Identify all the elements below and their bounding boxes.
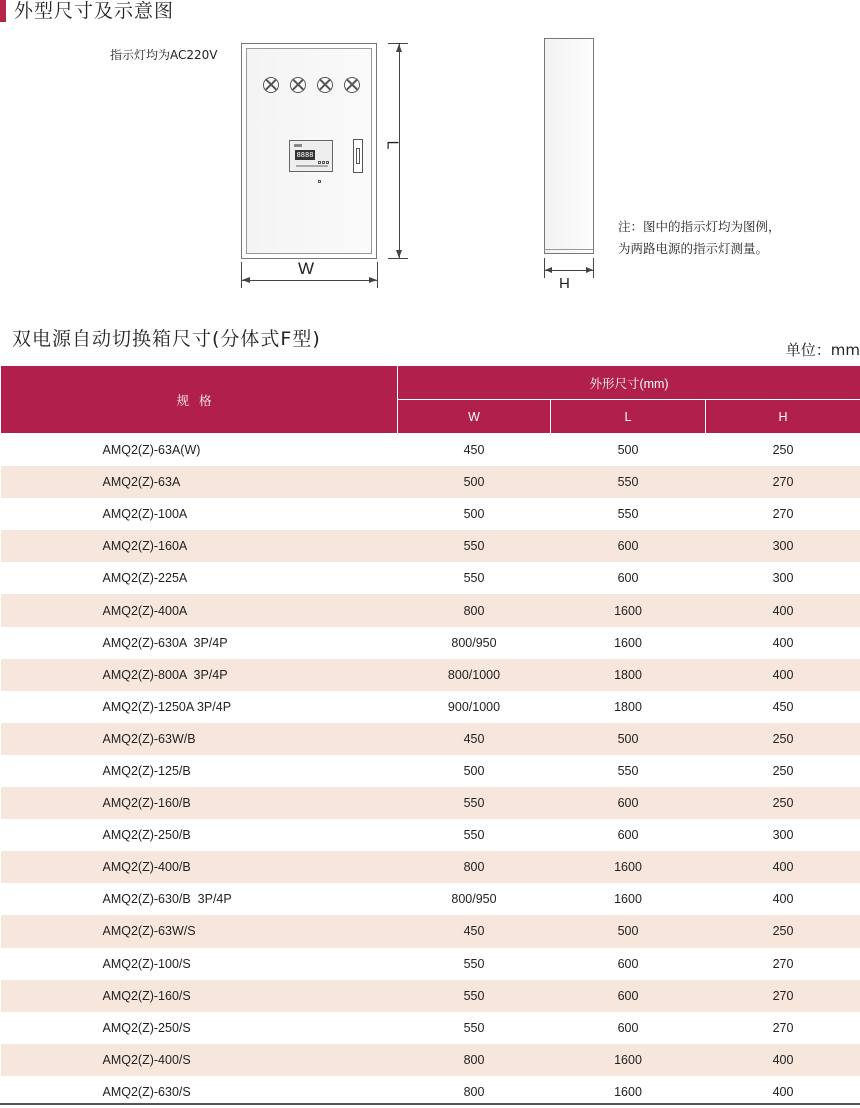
cell-w: 550 — [398, 562, 551, 594]
dimension-tick — [377, 262, 378, 288]
cell-w: 550 — [398, 1012, 551, 1044]
cell-h: 250 — [706, 723, 860, 755]
cell-h: 270 — [706, 498, 860, 530]
diagram-note — [618, 216, 781, 260]
table-row — [1, 1044, 860, 1076]
cell-l: 600 — [551, 948, 706, 980]
cell-h: 450 — [706, 691, 860, 723]
cell-h: 400 — [706, 627, 860, 659]
cell-h: 250 — [706, 434, 860, 467]
header-dimensions: 外形尺寸(mm) — [398, 366, 860, 400]
cell-h: 400 — [706, 851, 860, 883]
cell-w: 800 — [398, 594, 551, 626]
cell-h: 400 — [706, 659, 860, 691]
table-row — [1, 948, 860, 980]
cell-w: 550 — [398, 980, 551, 1012]
note-line-2: 为两路电源的指示灯测量。 — [618, 238, 781, 260]
cell-model: AMQ2(Z)-630/S — [1, 1076, 398, 1108]
cell-model: AMQ2(Z)-63W/B — [1, 723, 398, 755]
table-row — [1, 915, 860, 947]
table-row — [1, 594, 860, 626]
cell-w: 550 — [398, 819, 551, 851]
lamp-note: 指示灯均为AC220V — [110, 46, 218, 63]
table-row — [1, 1012, 860, 1044]
controller-label-strip — [296, 165, 328, 167]
cell-w: 800/1000 — [398, 659, 551, 691]
cell-w: 500 — [398, 755, 551, 787]
cell-model: AMQ2(Z)-160/S — [1, 980, 398, 1012]
cell-l: 1600 — [551, 594, 706, 626]
cell-h: 270 — [706, 948, 860, 980]
cabinet-side-view — [544, 38, 594, 254]
cell-w: 800/950 — [398, 883, 551, 915]
cell-w: 550 — [398, 787, 551, 819]
cell-h: 270 — [706, 980, 860, 1012]
cell-l: 550 — [551, 755, 706, 787]
cell-model: AMQ2(Z)-125/B — [1, 755, 398, 787]
cell-h: 250 — [706, 755, 860, 787]
cell-l: 1800 — [551, 691, 706, 723]
dimension-line-W — [241, 280, 377, 281]
arrow-down-icon — [396, 250, 402, 258]
cell-h: 400 — [706, 594, 860, 626]
cell-l: 600 — [551, 562, 706, 594]
cell-l: 1600 — [551, 1076, 706, 1108]
cell-l: 500 — [551, 723, 706, 755]
arrow-up-icon — [396, 44, 402, 52]
controller-panel — [289, 140, 333, 172]
table-row — [1, 755, 860, 787]
dimension-tick — [388, 258, 408, 259]
cell-h: 270 — [706, 1012, 860, 1044]
cell-h: 400 — [706, 1076, 860, 1108]
cell-model: AMQ2(Z)-100A — [1, 498, 398, 530]
table-row — [1, 883, 860, 915]
door-handle-icon — [353, 139, 363, 173]
cell-model: AMQ2(Z)-630A 3P/4P — [1, 627, 398, 659]
cell-w: 900/1000 — [398, 691, 551, 723]
cell-l: 600 — [551, 530, 706, 562]
cell-w: 450 — [398, 434, 551, 467]
dimension-label-L: L — [382, 141, 400, 150]
header-l: L — [551, 400, 706, 434]
cell-w: 800 — [398, 851, 551, 883]
dimension-tick — [241, 262, 242, 288]
cell-model: AMQ2(Z)-250/S — [1, 1012, 398, 1044]
cell-model: AMQ2(Z)-100/S — [1, 948, 398, 980]
table-row — [1, 466, 860, 498]
cell-l: 1600 — [551, 1044, 706, 1076]
table-bottom-rule — [0, 1103, 860, 1105]
indicator-lamp-icon — [263, 77, 279, 93]
cell-w: 450 — [398, 915, 551, 947]
indicator-lamp-icon — [317, 77, 333, 93]
cell-model: AMQ2(Z)-400A — [1, 594, 398, 626]
cell-model: AMQ2(Z)-225A — [1, 562, 398, 594]
cell-h: 270 — [706, 466, 860, 498]
cell-w: 800 — [398, 1044, 551, 1076]
table-row — [1, 659, 860, 691]
dimension-tick — [593, 258, 594, 278]
section-title-table: 双电源自动切换箱尺寸(分体式F型) — [12, 324, 321, 351]
cell-l: 550 — [551, 498, 706, 530]
arrow-right-icon — [586, 267, 593, 273]
cell-model: AMQ2(Z)-400/S — [1, 1044, 398, 1076]
cell-model: AMQ2(Z)-800A 3P/4P — [1, 659, 398, 691]
indicator-lamp-icon — [344, 77, 360, 93]
header-spec: 规格 — [1, 366, 398, 434]
cell-l: 600 — [551, 1012, 706, 1044]
section-title-dimensions: 外型尺寸及示意图 — [14, 0, 174, 22]
indicator-lamp-icon — [290, 77, 306, 93]
dimension-line-L — [399, 43, 400, 259]
section-accent-bar — [0, 0, 6, 22]
cell-model: AMQ2(Z)-63W/S — [1, 915, 398, 947]
cell-l: 500 — [551, 434, 706, 467]
cell-l: 550 — [551, 466, 706, 498]
table-row — [1, 691, 860, 723]
cell-w: 800/950 — [398, 627, 551, 659]
cell-w: 550 — [398, 948, 551, 980]
cell-h: 250 — [706, 787, 860, 819]
cell-l: 600 — [551, 819, 706, 851]
cell-model: AMQ2(Z)-63A(W) — [1, 434, 398, 467]
cell-model: AMQ2(Z)-63A — [1, 466, 398, 498]
cabinet-front-view — [241, 43, 377, 259]
note-line-1: 注：图中的指示灯均为图例， — [618, 216, 781, 238]
header-w: W — [398, 400, 551, 434]
cell-h: 250 — [706, 915, 860, 947]
dimension-label-W: W — [298, 259, 314, 279]
header-h: H — [706, 400, 860, 434]
cell-l: 1800 — [551, 659, 706, 691]
dimension-label-H: H — [559, 274, 570, 291]
arrow-left-icon — [242, 277, 250, 283]
cell-l: 1600 — [551, 851, 706, 883]
dimensions-table — [0, 365, 860, 1108]
table-row — [1, 723, 860, 755]
cell-h: 400 — [706, 883, 860, 915]
table-row — [1, 562, 860, 594]
cell-w: 450 — [398, 723, 551, 755]
table-row — [1, 434, 860, 467]
cell-l: 600 — [551, 787, 706, 819]
cell-l: 1600 — [551, 883, 706, 915]
cell-w: 550 — [398, 530, 551, 562]
cell-l: 1600 — [551, 627, 706, 659]
unit-label: 单位：mm — [786, 339, 860, 360]
cell-h: 300 — [706, 562, 860, 594]
arrow-left-icon — [545, 267, 552, 273]
cell-w: 500 — [398, 466, 551, 498]
controller-indicator — [294, 144, 302, 147]
cell-model: AMQ2(Z)-250/B — [1, 819, 398, 851]
table-row — [1, 819, 860, 851]
cabinet-side-base — [544, 249, 594, 255]
cell-l: 500 — [551, 915, 706, 947]
cell-model: AMQ2(Z)-1250A 3P/4P — [1, 691, 398, 723]
cell-model: AMQ2(Z)-160/B — [1, 787, 398, 819]
table-row — [1, 498, 860, 530]
controller-display: 8888 — [295, 150, 315, 160]
table-row — [1, 530, 860, 562]
cell-h: 300 — [706, 819, 860, 851]
cell-model: AMQ2(Z)-160A — [1, 530, 398, 562]
cell-w: 500 — [398, 498, 551, 530]
cell-w: 800 — [398, 1076, 551, 1108]
cell-h: 400 — [706, 1044, 860, 1076]
table-row — [1, 980, 860, 1012]
cell-model: AMQ2(Z)-630/B 3P/4P — [1, 883, 398, 915]
cabinet-door — [246, 48, 372, 254]
table-row — [1, 787, 860, 819]
table-row — [1, 627, 860, 659]
controller-buttons-icon — [318, 150, 330, 160]
cell-h: 300 — [706, 530, 860, 562]
cell-model: AMQ2(Z)-400/B — [1, 851, 398, 883]
arrow-right-icon — [369, 277, 377, 283]
cell-l: 600 — [551, 980, 706, 1012]
table-row — [1, 851, 860, 883]
